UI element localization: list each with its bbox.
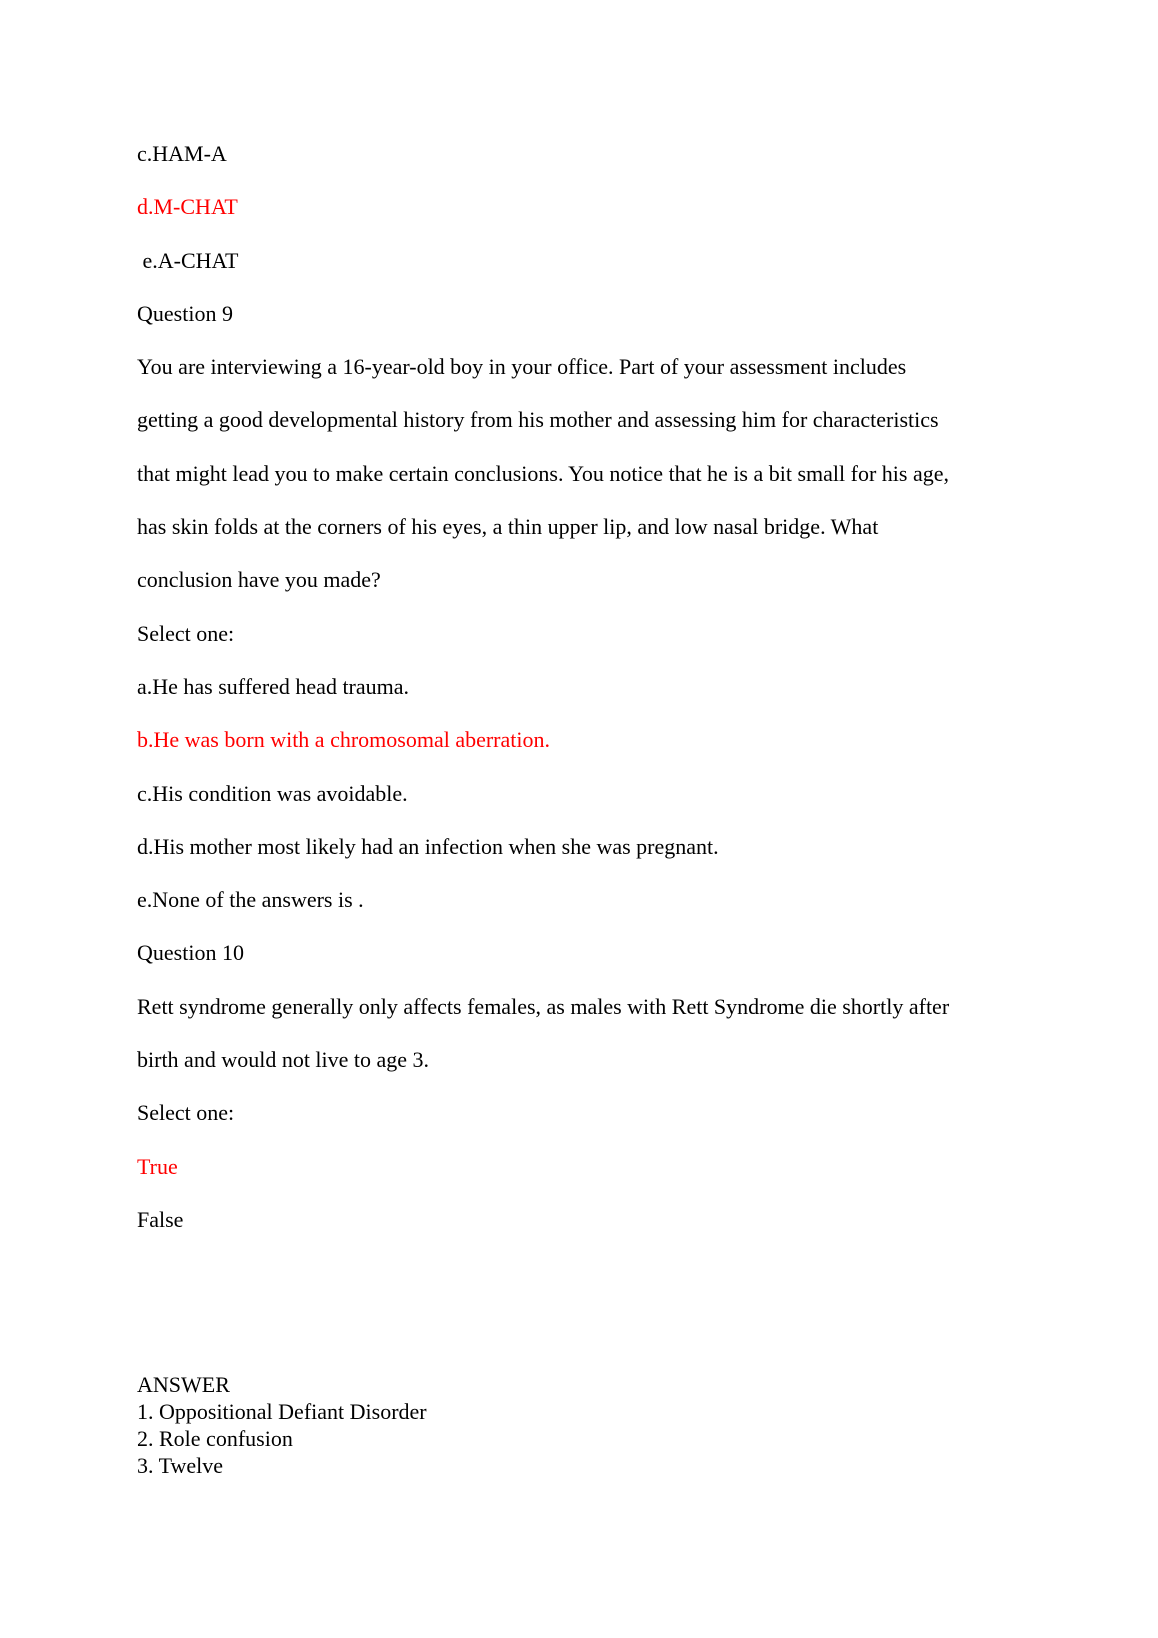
quiz-content <box>137 127 1137 1479</box>
question-9-option-a: a.He has suffered head trauma. <box>137 673 410 699</box>
question-9-option-b-correct-answer: b.He was born with a chromosomal aberration. <box>137 727 550 753</box>
answer-key-item-3: 3. Twelve <box>137 1452 224 1478</box>
prev-question-option-e: e.A-CHAT <box>137 247 239 273</box>
prev-question-option-d-correct-answer: d.M-CHAT <box>137 194 238 220</box>
question-10-body-line: Rett syndrome generally only affects females, as males with Rett Syndrome die shortly after <box>137 993 950 1019</box>
answer-key <box>137 1372 1137 1479</box>
question-9-body-line: conclusion have you made? <box>137 567 381 593</box>
question-9-body-line: You are interviewing a 16-year-old boy in your office. Part of your assessment includes <box>137 354 907 380</box>
prev-question-option-c: c.HAM-A <box>137 141 227 166</box>
question-9-option-c: c.His condition was avoidable. <box>137 780 408 806</box>
answer-key-item-2: 2. Role confusion <box>137 1425 293 1451</box>
question-9-select-prompt: Select one: <box>137 620 235 646</box>
answer-key-heading: ANSWER <box>137 1372 230 1398</box>
question-10-select-prompt: Select one: <box>137 1100 235 1126</box>
question-9-option-d: d.His mother most likely had an infection when she was pregnant. <box>137 833 719 859</box>
question-9-body-line: that might lead you to make certain conclusions. You notice that he is a bit small for his age, <box>137 460 950 486</box>
question-9-heading: Question 9 <box>137 300 233 326</box>
question-10-body-line: birth and would not live to age 3. <box>137 1047 430 1073</box>
question-10-heading: Question 10 <box>137 940 244 966</box>
question-9-option-e: e.None of the answers is . <box>137 887 364 913</box>
answer-key-item-1: 1. Oppositional Defiant Disorder <box>137 1399 427 1425</box>
question-9-body-line: getting a good developmental history from his mother and assessing him for characteristics <box>137 407 939 433</box>
question-9-body-line: has skin folds at the corners of his eyes, a thin upper lip, and low nasal bridge. What <box>137 514 879 540</box>
question-10-option-false: False <box>137 1206 184 1232</box>
question-10-option-true-correct-answer: True <box>137 1153 178 1179</box>
